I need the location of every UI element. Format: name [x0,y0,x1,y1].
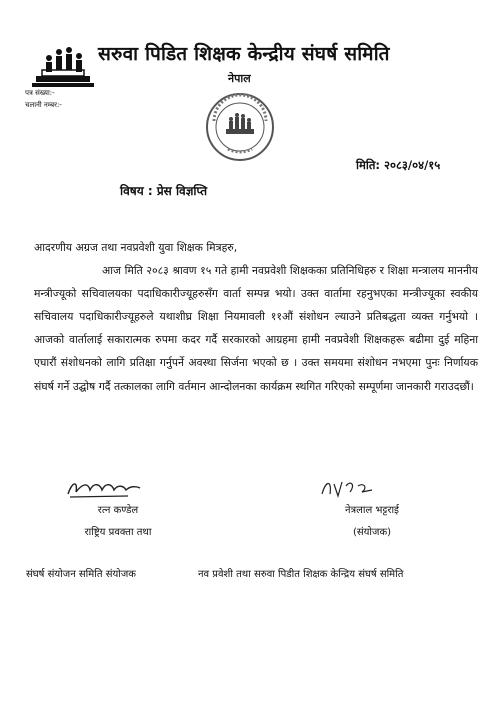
organization-country: नेपाल [228,72,251,85]
signatory-right-role: नव प्रवेशी तथा सरुवा पिडीत शिक्षक केन्द्रिय संघर्ष समिति [198,569,404,580]
organization-seal [204,91,276,163]
signature-left [64,476,144,502]
signatory-left-role: संघर्ष संयोजन समिति संयोजक [26,569,136,580]
signatory-left-title: राष्ट्रिय प्रवक्ता तथा [84,527,152,538]
letter-date: मिति: २०८३/०४/१५ [356,158,441,172]
organization-logo [32,40,94,90]
dispatch-number-label: चलानी नम्बर:- [25,101,62,109]
organization-name: सरुवा पिडित शिक्षक केन्द्रीय संघर्ष समिति [98,43,390,65]
reference-number-label: पत्र संख्या:- [25,89,55,97]
signatory-right-name: नेत्रलाल भट्टराई [345,505,399,516]
signatory-right [272,500,472,544]
signatory-right-title: (संयोजक) [352,527,392,538]
signature-right [316,476,376,502]
letter-body [34,236,478,398]
letter-paragraph: आज मिति २०८३ श्रावण १५ गते हामी नवप्रवेशी शिक्षकका प्रतिनिधिहरु र शिक्षा मन्त्रालय माननीय मन्त्रीज्यूको सचिवालयका पदाधिकारीज्यूहरुसँग वार्ता सम्पन्न भयो। उक्त वार्तामा रहनुभएका मन्त्रीज्यूका स्वकीय सचिवालय पदाधिकारीज्यूहरुले यथाशीघ्र शिक्षा नियमावली ११औं संशोधन ल्याउने प्रतिबद्धता व्यक्त गर्नुभयो । आजको वार्तालाई सकारात्मक रुपमा कदर गर्दै सरकारको आग्रहमा हामी नवप्रवेशी शिक्षकहरू बढीमा दुई महिना एघारौं संशोधनको लागि प्रतिक्षा गर्नुपर्ने अवस्था सिर्जना भएको छ । उक्त समयमा संशोधन नभएमा पुनः निर्णायक संघर्ष गर्ने उद्घोष गर्दै तत्कालका लागि वर्तमान आन्दोलनका कार्यक्रम स्थगित गरिएको सम्पूर्णमा जानकारी गराउदछौं। [34,264,478,393]
letter-greeting: आदरणीय अग्रज तथा नवप्रवेशी युवा शिक्षक मित्रहरु, [34,241,238,254]
letter-subject: विषय : प्रेस विज्ञप्ति [120,184,208,198]
signatory-left [18,500,218,544]
signatory-left-name: रत्न कण्डेल [97,505,139,516]
